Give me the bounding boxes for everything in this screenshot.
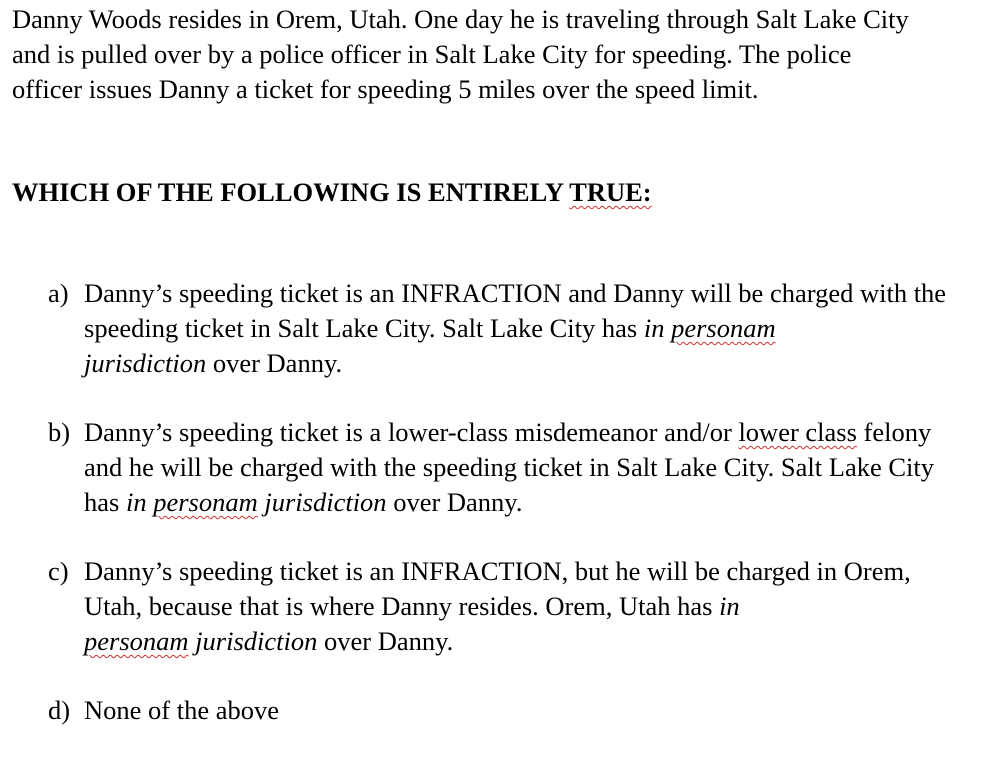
answer-option-d[interactable] [48,693,958,728]
option-letter: a) [48,278,69,308]
question-heading [12,175,652,210]
option-text [84,554,958,659]
option-letter: b) [48,417,71,447]
option-text-part: over Danny. [317,626,454,656]
answer-option-b[interactable] [48,415,958,520]
option-text [84,415,958,520]
option-italic-text: in [719,591,740,621]
option-text-part: over Danny. [386,487,523,517]
option-italic-text: jurisdiction [257,487,387,517]
option-italic-part [126,487,387,517]
spellcheck-flagged-word: personam [84,626,189,656]
option-letter: d) [48,695,71,725]
option-text-part: Danny’s speeding ticket is an INFRACTION, but he will be charged in Orem, Utah, because that is where Danny resides. Orem, Utah has [84,556,911,621]
answer-options-list [48,276,958,762]
option-text-part: over Danny. [206,348,343,378]
answer-option-a[interactable] [48,276,958,381]
option-italic-text: jurisdiction [84,348,207,378]
option-italic-text: in [125,487,154,517]
spellcheck-flagged-word: TRUE: [569,177,652,207]
option-letter: c) [48,556,69,586]
answer-option-c[interactable] [48,554,958,659]
option-italic-text: jurisdiction [188,626,318,656]
option-text [84,276,958,381]
question-text: WHICH OF THE FOLLOWING IS ENTIRELY [12,177,570,207]
option-italic-text: in [643,313,672,343]
spellcheck-flagged-word: personam [671,313,776,343]
spellcheck-flagged-word: personam [153,487,258,517]
scenario-paragraph: Danny Woods resides in Orem, Utah. One day he is traveling through Salt Lake City and is pulled over by a police officer in Salt Lake City for speeding. The police officer issues Danny a ticket for speeding 5 miles over the speed limit. [12,4,909,104]
spellcheck-flagged-word: lower class [738,417,857,447]
option-text-part: Danny’s speeding ticket is an INFRACTION and Danny will be charged with the speeding ticket in Salt Lake City. Salt Lake City has [84,278,947,343]
option-text-part: Danny’s speeding ticket is a lower-class misdemeanor and/or [84,417,739,447]
option-text-part: felony and he will be charged with the speeding ticket in Salt Lake City. Salt Lake City has [84,417,935,517]
option-text: None of the above [84,695,279,725]
